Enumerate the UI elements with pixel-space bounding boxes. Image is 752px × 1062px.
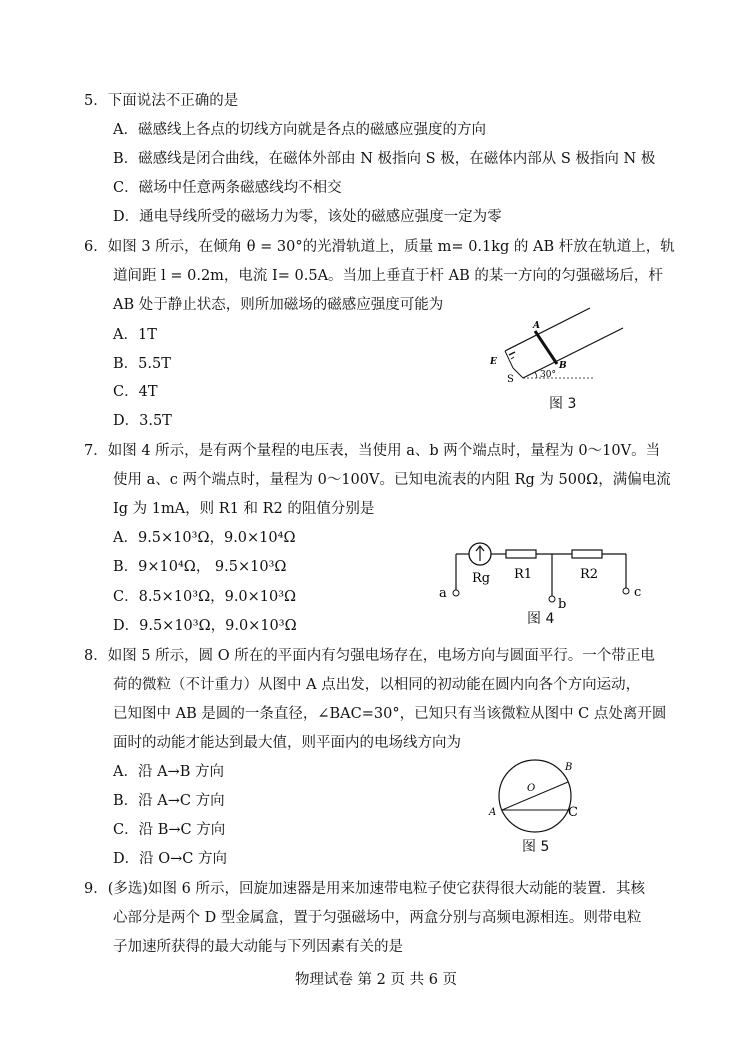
figure-4-label-b: b xyxy=(558,597,567,612)
q9-stem-line-2: 心部分是两个 D 型金属盒，置于匀强磁场中，两盒分别与高频电源相连。则带电粒 xyxy=(113,910,642,926)
q9-stem-line-3: 子加速所获得的最大动能与下列因素有关的是 xyxy=(113,939,403,955)
q5-stem: 5．下面说法不正确的是 xyxy=(84,93,239,109)
figure-5-caption: 图 5 xyxy=(522,839,550,855)
figure-4-label-c: c xyxy=(634,585,642,600)
q8-option-c: C．沿 B→C 方向 xyxy=(113,822,226,838)
figure-5-label-o: O xyxy=(527,783,536,794)
q7-option-d: D．9.5×10³Ω，9.0×10³Ω xyxy=(113,618,297,634)
q6-option-d: D．3.5T xyxy=(113,413,172,429)
q6-option-c: C．4T xyxy=(113,384,158,400)
figure-5-label-a: A xyxy=(489,807,497,818)
q6-option-a: A．1T xyxy=(113,327,157,343)
figure-3-label-s: S xyxy=(507,374,514,385)
figure-4-label-r1: R1 xyxy=(514,567,533,582)
q8-stem-line-2: 荷的微粒（不计重力）从图中 A 点出发，以相同的初动能在圆内向各个方向运动， xyxy=(113,677,641,693)
q8-stem-line-1: 8．如图 5 所示，圆 O 所在的平面内有匀强电场存在，电场方向与圆面平行。一个带正电 xyxy=(84,648,655,664)
figure-4-label-r2: R2 xyxy=(580,567,599,582)
figure-3-incline-diagram xyxy=(485,306,625,386)
q7-option-c: C．8.5×10³Ω，9.0×10³Ω xyxy=(113,589,297,605)
q7-stem-line-2: 使用 a、c 两个端点时，量程为 0～100V。已知电流表的内阻 Rg 为 500Ω，满偏电流 xyxy=(113,472,671,488)
page-footer: 物理试卷 第 2 页 共 6 页 xyxy=(294,972,458,988)
figure-5-circle-diagram xyxy=(482,756,592,838)
figure-3-angle-label: 30° xyxy=(540,370,556,380)
figure-3-caption: 图 3 xyxy=(549,396,577,412)
q7-stem-line-1: 7．如图 4 所示，是有两个量程的电压表，当使用 a、b 两个端点时，量程为 0～10V。当 xyxy=(84,443,661,459)
figure-4-label-rg: Rg xyxy=(472,571,491,586)
figure-3-label-a: A xyxy=(533,321,540,331)
q6-stem-line-2: 道间距 l = 0.2m，电流 I= 0.5A。当加上垂直于杆 AB 的某一方向的匀强磁场后，杆 xyxy=(113,268,663,284)
q6-option-b: B．5.5T xyxy=(113,356,171,372)
q6-stem-line-1: 6．如图 3 所示，在倾角 θ = 30°的光滑轨道上，质量 m= 0.1kg 的 AB 杆放在轨道上，轨 xyxy=(84,239,675,255)
figure-3-label-e: E xyxy=(490,357,497,367)
q7-stem-line-3: Ig 为 1mA，则 R1 和 R2 的阻值分别是 xyxy=(113,501,375,517)
q8-stem-line-3: 已知图中 AB 是圆的一条直径，∠BAC=30°，已知只有当该微粒从图中 C 点处离开圆 xyxy=(113,706,667,722)
q8-option-b: B．沿 A→C 方向 xyxy=(113,793,225,809)
q8-option-a: A．沿 A→B 方向 xyxy=(113,764,224,780)
figure-5-label-b: B xyxy=(565,762,573,773)
q6-stem-line-3: AB 处于静止状态，则所加磁场的磁感应强度可能为 xyxy=(113,297,444,313)
q5-option-a: A．磁感线上各点的切线方向就是各点的磁感应强度的方向 xyxy=(113,122,486,138)
q5-option-c: C．磁场中任意两条磁感线均不相交 xyxy=(113,180,342,196)
figure-3-label-b: B xyxy=(559,361,567,371)
figure-4-caption: 图 4 xyxy=(527,611,555,627)
q5-option-d: D．通电导线所受的磁场力为零，该处的磁感应强度一定为零 xyxy=(113,209,502,225)
figure-4-label-a: a xyxy=(439,586,447,601)
q9-stem-line-1: 9．(多选)如图 6 所示，回旋加速器是用来加速带电粒子使它获得很大动能的装置．其核 xyxy=(84,881,645,897)
q5-option-b: B．磁感线是闭合曲线，在磁体外部由 N 极指向 S 极，在磁体内部从 S 极指向 N 极 xyxy=(113,151,656,167)
figure-5-label-c: C xyxy=(568,805,578,820)
q8-stem-line-4: 面时的动能才能达到最大值，则平面内的电场线方向为 xyxy=(113,735,461,751)
q7-option-a: A．9.5×10³Ω，9.0×10⁴Ω xyxy=(113,530,296,546)
q7-option-b: B．9×10⁴Ω， 9.5×10³Ω xyxy=(113,559,287,575)
q8-option-d: D．沿 O→C 方向 xyxy=(113,851,227,867)
